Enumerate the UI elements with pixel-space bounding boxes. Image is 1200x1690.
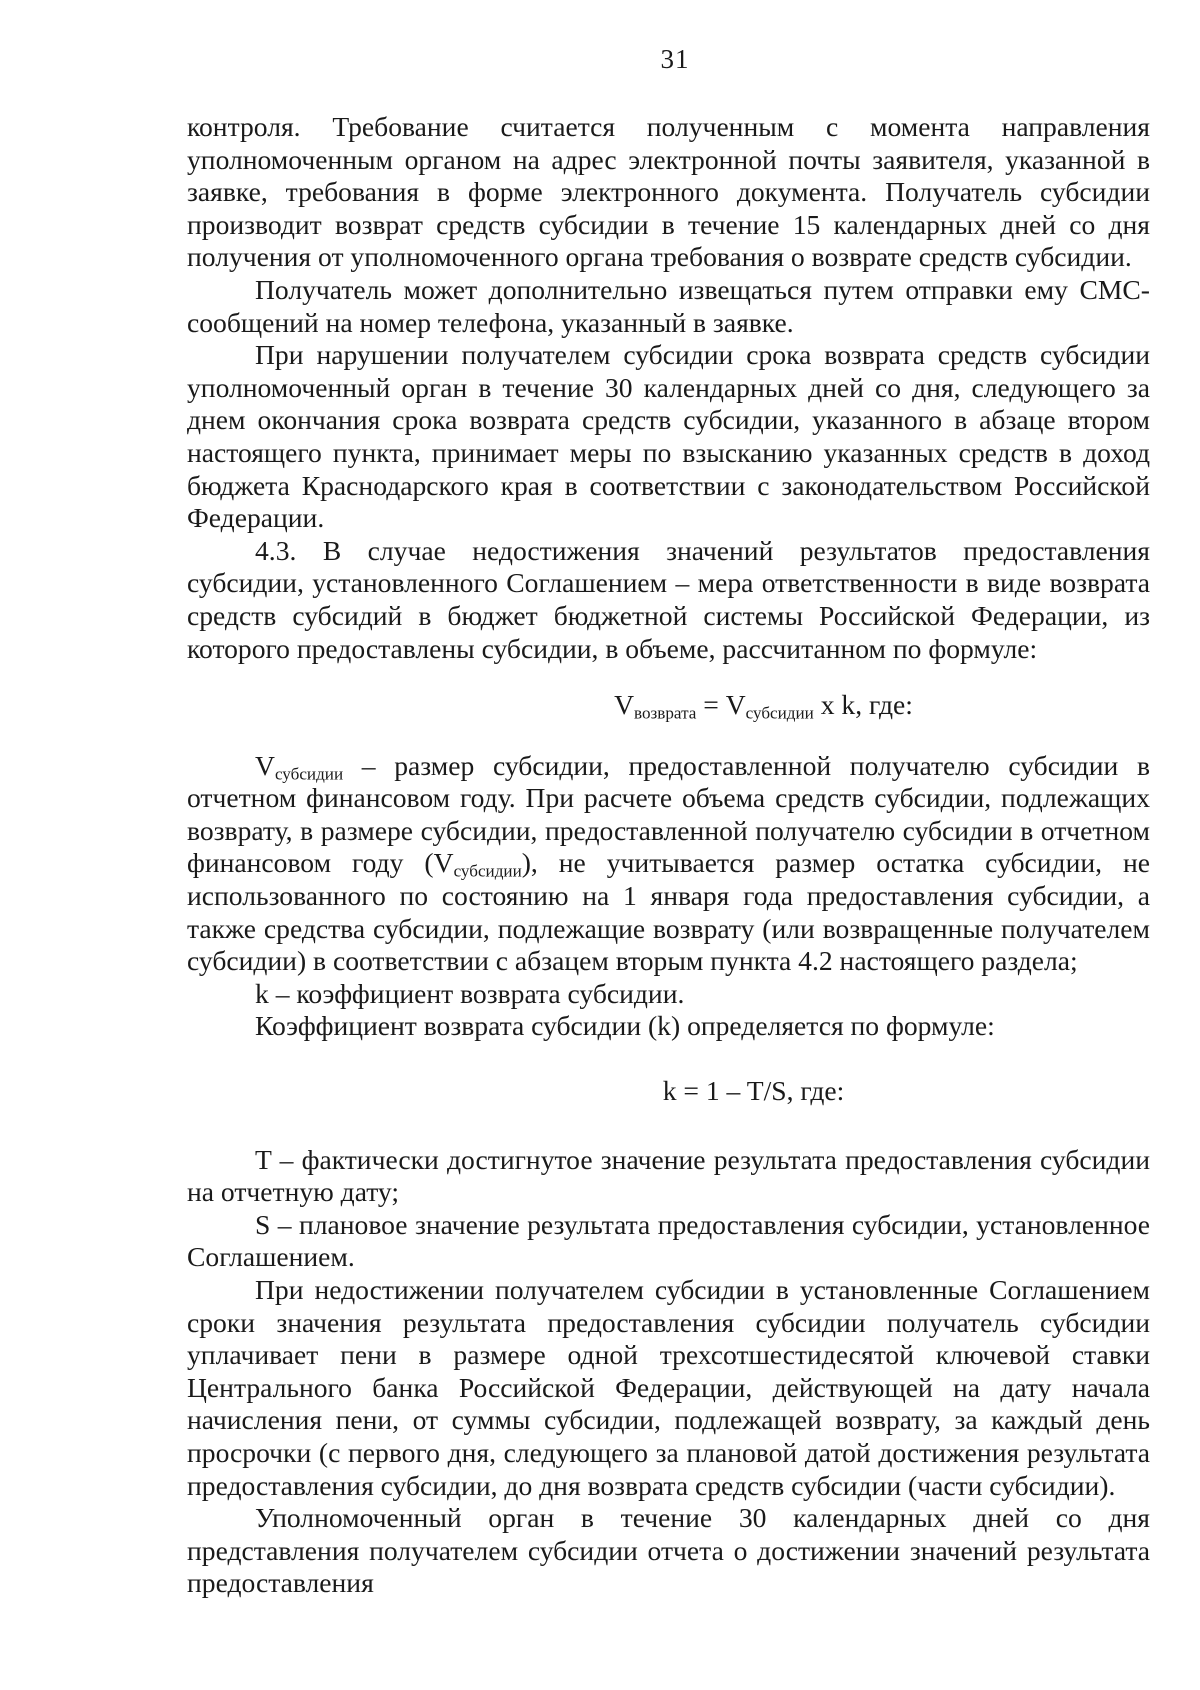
paragraph-k-definition: k – коэффициент возврата субсидии. [255, 977, 685, 1009]
def-text-b: ), не учитывается размер остатка субсидии, не использованного по состоянию на 1 января года предоставления субсидии, а также средства субсидии, подлежащие возврату (или возвращенные получателем субсидии) в соответствии с абзацем вторым пункта 4.2 настоящего раздела; [187, 847, 1150, 977]
paragraph-control-requirement: контроля. Требование считается полученным с момента направления уполномоченным органом на адрес электронной почты заявителя, указанной в заявке, требования в форме электронного документа. Получатель субсидии производит возврат средств субсидии в течение 15 календарных дней со дня получения от уполномоченного органа требования о возврате средств субсидии. [187, 111, 1150, 273]
paragraph-k-formula-intro: Коэффициент возврата субсидии (k) определяется по формуле: [255, 1010, 995, 1042]
formula-coefficient: k = 1 – T/S, где: [662, 1075, 845, 1107]
paragraph-section-4-3: 4.3. В случае недостижения значений результатов предоставления субсидии, установленного Соглашением – мера ответственности в виде возврата средств субсидий в бюджет бюджетной системы Российской Федерации, из которого предоставлены субсидии, в объеме, рассчитанном по формуле: [187, 534, 1150, 664]
paragraph-s-definition: S – плановое значение результата предоставления субсидии, установленное Соглашением. [187, 1208, 1150, 1273]
paragraph-violation-deadline: При нарушении получателем субсидии срока возврата средств субсидии уполномоченный орган в течение 30 календарных дней со дня, следующего за днем окончания срока возврата средств субсидии, указанного в абзаце втором настоящего пункта, принимает меры по взысканию указанных средств в доход бюджета Краснодарского края в соответствии с законодательством Российской Федерации. [187, 339, 1150, 534]
paragraph-authorized-body: Уполномоченный орган в течение 30 календарных дней со дня представления получателем субсидии отчета о достижении значений результата предоставления [187, 1502, 1150, 1599]
page-number: 31 [660, 44, 690, 74]
def-text-a: – размер субсидии, предоставленной получателю субсидии в отчетном финансовом году. При расчете объема средств субсидии, подлежащих возврату, в размере субсидии, предоставленной получателю субсидии в отчетном финансовом году (V [187, 749, 1150, 879]
def-sub-subsidy-inline: субсидии [453, 861, 522, 881]
def-sub-subsidy: субсидии [274, 763, 344, 783]
formula-return-volume [187, 689, 1150, 722]
paragraph-t-definition: T – фактически достигнутое значение результата предоставления субсидии на отчетную дату; [187, 1143, 1150, 1208]
document-body [187, 111, 1150, 1600]
formula-sub-subsidy: субсидии [745, 703, 814, 723]
formula-equals: = V [696, 689, 746, 721]
paragraph-sms-notification: Получатель может дополнительно извещаться путем отправки ему СМС-сообщений на номер телефона, указанный в заявке. [187, 273, 1150, 338]
paragraph-penalty: При недостижении получателем субсидии в установленные Соглашением сроки значения результата предоставления субсидии получатель субсидии уплачивает пени в размере одной трехсотшестидесятой ключевой ставки Центрального банка Российской Федерации, действующей на дату начала начисления пени, от суммы субсидии, подлежащей возврату, за каждый день просрочки (с первого дня, следующего за плановой датой достижения результата предоставления субсидии, до дня возврата средств субсидии (части субсидии). [187, 1274, 1150, 1501]
formula-v-symbol: V [614, 689, 635, 721]
formula-sub-return: возврата [634, 703, 697, 723]
formula-tail: x k, где: [813, 689, 913, 721]
paragraph-v-subsidy-definition: $V_{субсидии}$ – размер субсидии, предоставленной получателю субсидии в отчетном финансовом году. При расчете объема средств субсидии, подлежащих возврату, в размере субсидии, предоставленной получателю субсидии в отчетном финансовом году $(V_{субсидии})$, не учитывается размер остатка субсидии, не использованного по состоянию на 1 января года предоставления субсидии, а также средства субсидии, подлежащие возврату (или возвращенные получателем субсидии) в соответствии с абзацем вторым пункта 4.2 настоящего раздела; [187, 749, 1150, 977]
